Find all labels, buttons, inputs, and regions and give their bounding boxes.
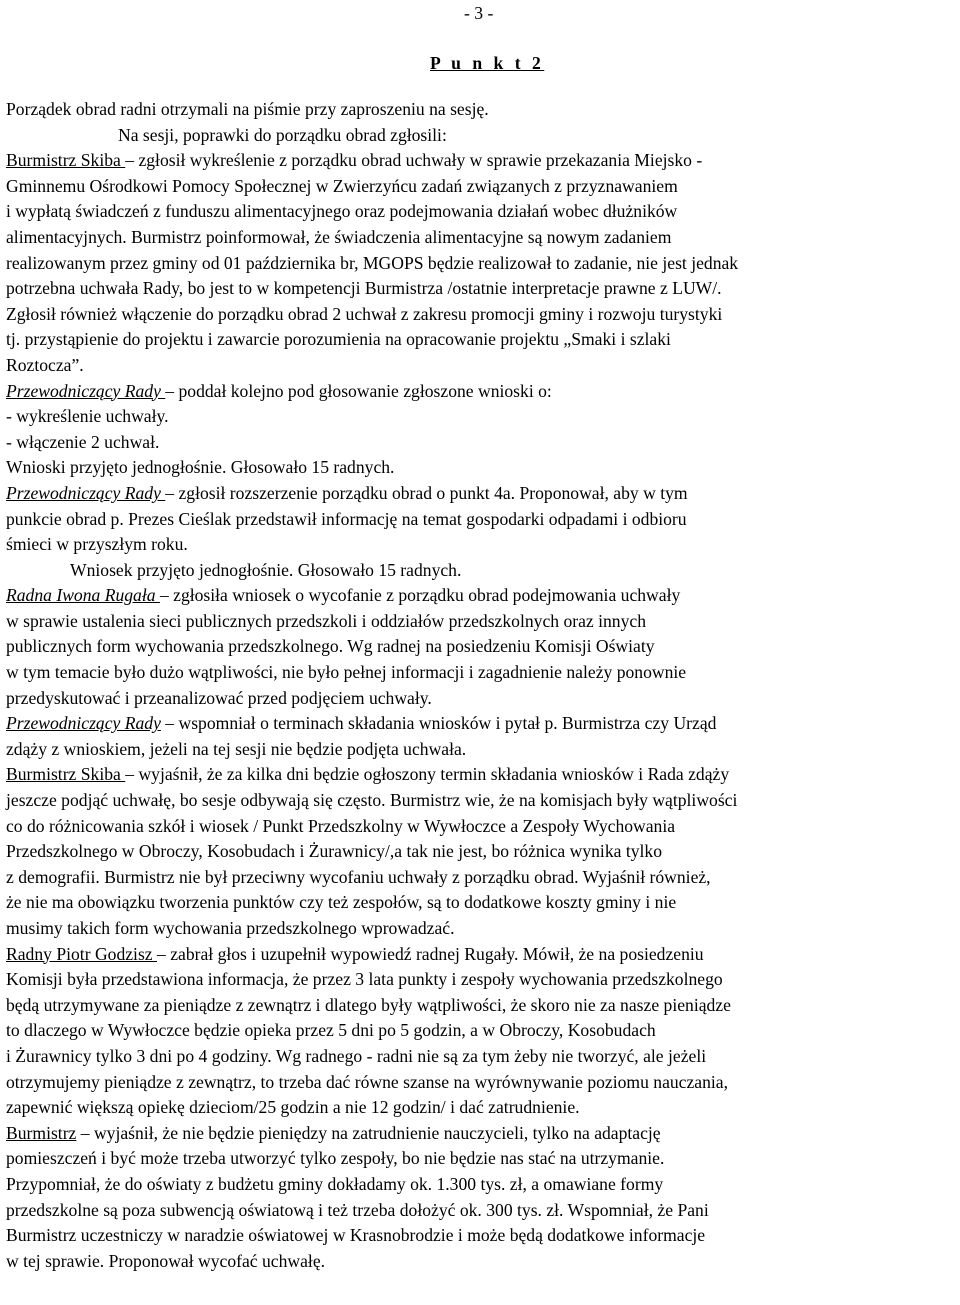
text-line: w tej sprawie. Proponował wycofać uchwałę. [6, 1250, 326, 1271]
text-line: Gminnemu Ośrodkowi Pomocy Społecznej w Zwierzyńcu zadań związanych z przyznawaniem [6, 175, 678, 196]
text-line: Radny Piotr Godzisz – zabrał głos i uzupełnił wypowiedź radnej Rugały. Mówił, że na posiedzeniu [6, 943, 704, 964]
text-line: przedszkolne są poza subwencją oświatową i też trzeba dołożyć ok. 300 tys. zł. Wspomniał, że Pani [6, 1199, 709, 1220]
document-body [6, 97, 952, 1274]
speaker-name: Przewodniczący Rady [6, 713, 161, 734]
text-line: punkcie obrad p. Prezes Cieślak przedstawił informację na temat gospodarki odpadami i odbioru [6, 508, 687, 529]
text-line: śmieci w przyszłym roku. [6, 534, 188, 555]
text-line: w tym temacie było dużo wątpliwości, nie było pełnej informacji i zagadnienie należy ponownie [6, 662, 687, 683]
text-line: Wnioski przyjęto jednogłośnie. Głosowało 15 radnych. [6, 457, 395, 478]
speaker-name: Burmistrz [6, 1122, 77, 1143]
text-line: że nie ma obowiązku tworzenia punktów czy też zespołów, są to dodatkowe koszty gminy i nie [6, 892, 677, 913]
text-line: Przypomniał, że do oświaty z budżetu gminy dokładamy ok. 1.300 tys. zł, a omawiane formy [6, 1173, 664, 1194]
text-line: Burmistrz – wyjaśnił, że nie będzie pieniędzy na zatrudnienie nauczycieli, tylko na adaptację [6, 1122, 661, 1143]
speaker-name: Radny Piotr Godzisz [6, 943, 157, 964]
text-line: realizowanym przez gminy od 01 października br, MGOPS będzie realizował to zadanie, nie jest jednak [6, 252, 739, 273]
text-line: Burmistrz uczestniczy w naradzie oświatowej w Krasnobrodzie i może będą dodatkowe informacje [6, 1225, 706, 1246]
text-line: Roztocza”. [6, 354, 84, 375]
text-line: Radna Iwona Rugała – zgłosiła wniosek o wycofanie z porządku obrad podejmowania uchwały [6, 585, 681, 606]
text-line: Wniosek przyjęto jednogłośnie. Głosowało 15 radnych. [70, 559, 462, 580]
text-line: Porządek obrad radni otrzymali na piśmie przy zaproszeniu na sesję. [6, 99, 489, 119]
text-line: publicznych form wychowania przedszkolnego. Wg radnej na posiedzeniu Komisji Oświaty [6, 636, 655, 657]
speaker-name: Burmistrz Skiba [6, 764, 126, 785]
text-line: otrzymujemy pieniądze z zewnątrz, to trzeba dać równe szanse na wyrównywanie poziomu nauczania, [6, 1071, 729, 1092]
text-line: i Żurawnicy tylko 3 dni po 4 godziny. Wg radnego - radni nie są za tym żeby nie tworzyć, ale jeżeli [6, 1045, 707, 1066]
text-line: tj. przystąpienie do projektu i zawarcie porozumienia na opracowanie projektu „Smaki i szlaki [6, 329, 671, 350]
text-line: Przewodniczący Rady – poddał kolejno pod głosowanie zgłoszone wnioski o: [6, 380, 552, 401]
text-line: pomieszczeń i być może trzeba utworzyć tylko zespoły, bo nie będzie nas stać na utrzymanie. [6, 1148, 665, 1169]
text-line: musimy takich form wychowania przedszkolnego wprowadzać. [6, 918, 455, 938]
list-item: - włączenie 2 uchwał. [6, 431, 160, 452]
text-line: zdąży z wnioskiem, jeżeli na tej sesji nie będzie podjęta uchwała. [6, 738, 467, 759]
speaker-name: Radna Iwona Rugała [6, 585, 160, 606]
speaker-name: Przewodniczący Rady [6, 482, 166, 503]
text-line: alimentacyjnych. Burmistrz poinformował, że świadczenia alimentacyjne są nowym zadaniem [6, 226, 672, 247]
text-line: z demografii. Burmistrz nie był przeciwny wycofaniu uchwały z porządku obrad. Wyjaśnił również, [6, 866, 711, 887]
text-line: jeszcze podjąć uchwałę, bo sesje odbywają się często. Burmistrz wie, że na komisjach były wątpliwości [6, 790, 738, 811]
text-line: i wypłatą świadczeń z funduszu alimentacyjnego oraz podejmowania działań wobec dłużników [6, 201, 678, 222]
text-line: przedyskutować i przeanalizować przed podjęciem uchwały. [6, 687, 432, 708]
text-line: Zgłosił również włączenie do porządku obrad 2 uchwał z zakresu promocji gminy i rozwoju turystyki [6, 303, 723, 324]
list-item: - wykreślenie uchwały. [6, 406, 169, 427]
text-line: co do różnicowania szkół i wiosek / Punkt Przedszkolny w Wywłoczce a Zespoły Wychowania [6, 815, 676, 836]
text-line: Burmistrz Skiba – wyjaśnił, że za kilka dni będzie ogłoszony termin składania wniosków i Rada zdąży [6, 764, 730, 785]
speaker-name: Burmistrz Skiba [6, 150, 126, 171]
text-line: Przewodniczący Rady – zgłosił rozszerzenie porządku obrad o punkt 4a. Proponował, aby w tym [6, 482, 688, 503]
text-line: będą utrzymywane za pieniądze z zewnątrz i dlatego były wątpliwości, że skoro nie za nasze pieniądze [6, 994, 731, 1015]
page-number: - 3 - [464, 3, 494, 23]
text-line: Komisji była przedstawiona informacja, że przez 3 lata punkty i zespoły wychowania przedszkolnego [6, 969, 723, 990]
text-line: Burmistrz Skiba – zgłosił wykreślenie z porządku obrad uchwały w sprawie przekazania Miejsko - [6, 150, 703, 171]
text-line: to dlaczego w Wywłoczce będzie opieka przez 5 dni po 5 godzin, a w Obroczy, Kosobudach [6, 1020, 656, 1041]
text-line: potrzebna uchwała Rady, bo jest to w kompetencji Burmistrza /ostatnie interpretacje prawne z LUW/. [6, 278, 722, 299]
text-line: w sprawie ustalenia sieci publicznych przedszkoli i oddziałów przedszkolnych oraz innych [6, 610, 646, 631]
speaker-name: Przewodniczący Rady [6, 380, 166, 401]
text-line: Przedszkolnego w Obroczy, Kosobudach i Żurawnicy/,a tak nie jest, bo różnica wynika tylko [6, 841, 662, 862]
section-heading: P u n k t 2 [430, 53, 545, 73]
text-line: Przewodniczący Rady – wspomniał o terminach składania wniosków i pytał p. Burmistrza czy Urząd [6, 713, 717, 734]
text-line: Na sesji, poprawki do porządku obrad zgłosili: [118, 124, 447, 145]
text-line: zapewnić większą opiekę dzieciom/25 godzin a nie 12 godzin/ i dać zatrudnienie. [6, 1097, 580, 1118]
